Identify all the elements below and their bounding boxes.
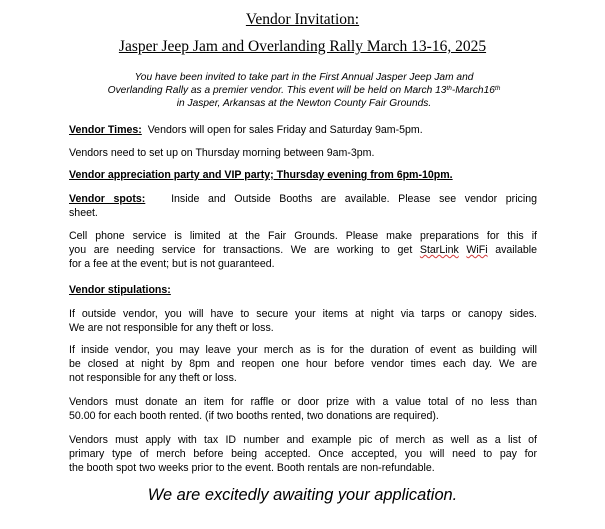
wifi-word: WiFi	[466, 244, 488, 256]
vendor-times-text: Vendors will open for sales Friday and Saturday 9am-5pm.	[147, 124, 423, 136]
intro-line	[64, 84, 544, 97]
event-title: Jasper Jeep Jam and Overlanding Rally March 13-16, 2025	[118, 38, 487, 55]
setup-paragraph	[69, 146, 537, 160]
outside-vendor-line: We are not responsible for any theft or loss.	[69, 322, 274, 334]
vendor-times-heading: Vendor Times:	[69, 124, 142, 136]
outside-vendor-line: If outside vendor, you will have to secure your items at night via tarps or canopy sides.	[69, 308, 537, 320]
appreciation-line: Vendor appreciation party and VIP party; Thursday evening from 6pm-10pm.	[69, 169, 453, 181]
donation-line: Vendors must donate an item for raffle or door prize with a value total of no less than	[69, 396, 537, 408]
stipulations-heading: Vendor stipulations:	[69, 284, 171, 296]
vendor-spots-text: Inside and Outside Booths are available. Please see vendor pricing	[171, 193, 537, 205]
cell-service-paragraph	[69, 229, 537, 271]
intro-text: -March16	[451, 85, 495, 96]
intro-text: Overlanding Rally as a premier vendor. This event will be held on March 13	[107, 85, 447, 96]
closing-line: We are excitedly awaiting your application.	[147, 486, 458, 504]
donation-paragraph	[69, 395, 537, 423]
vendor-times-paragraph	[69, 123, 537, 137]
tax-id-line: primary type of merch before being accepted. Once accepted, you will need to pay for	[69, 448, 537, 460]
inside-vendor-paragraph	[69, 343, 537, 385]
vendor-spots-line	[69, 192, 537, 206]
appreciation-paragraph	[69, 168, 537, 182]
tax-id-paragraph	[69, 433, 537, 475]
intro-paragraph	[64, 71, 544, 110]
intro-line: in Jasper, Arkansas at the Newton County Fair Grounds.	[176, 98, 432, 109]
vendor-times-line	[69, 123, 537, 137]
inside-vendor-line: not responsible for any theft or loss.	[69, 372, 237, 384]
cell-service-text: you are needing service for transactions. We are working to get	[69, 244, 420, 256]
donation-line: 50.00 for each booth rented. (if two booths rented, two donations are required).	[69, 410, 439, 422]
ordinal-suffix: th	[494, 85, 501, 92]
tax-id-line: Vendors must apply with tax ID number and example pic of merch as well as a list of	[69, 434, 537, 446]
vendor-spots-line: sheet.	[69, 207, 98, 219]
cell-service-text: available	[487, 244, 538, 256]
tax-id-line: the booth spot two weeks prior to the event. Booth rentals are non-refundable.	[69, 462, 435, 474]
cell-service-line	[69, 243, 537, 257]
vendor-spots-heading: Vendor spots:	[69, 193, 146, 205]
stipulations-heading-paragraph	[69, 283, 537, 297]
inside-vendor-line: be closed at night by 8pm and reopen one hour before vendor times each day. We are	[69, 358, 537, 370]
vendor-spots-paragraph	[69, 192, 537, 220]
outside-vendor-paragraph	[69, 307, 537, 335]
inside-vendor-line: If inside vendor, you may leave your merch as is for the duration of event as building will	[69, 344, 537, 356]
cell-service-line: for a fee at the event; but is not guaranteed.	[69, 258, 275, 270]
setup-line: Vendors need to set up on Thursday morning between 9am-3pm.	[69, 147, 375, 159]
intro-line: You have been invited to take part in the First Annual Jasper Jeep Jam and	[134, 72, 474, 83]
cell-service-line: Cell phone service is limited at the Fair Grounds. Please make preparations for this if	[69, 230, 537, 242]
ordinal-suffix: th	[446, 85, 452, 92]
starlink-word: StarLink	[419, 244, 459, 256]
document-title: Vendor Invitation:	[245, 11, 360, 28]
